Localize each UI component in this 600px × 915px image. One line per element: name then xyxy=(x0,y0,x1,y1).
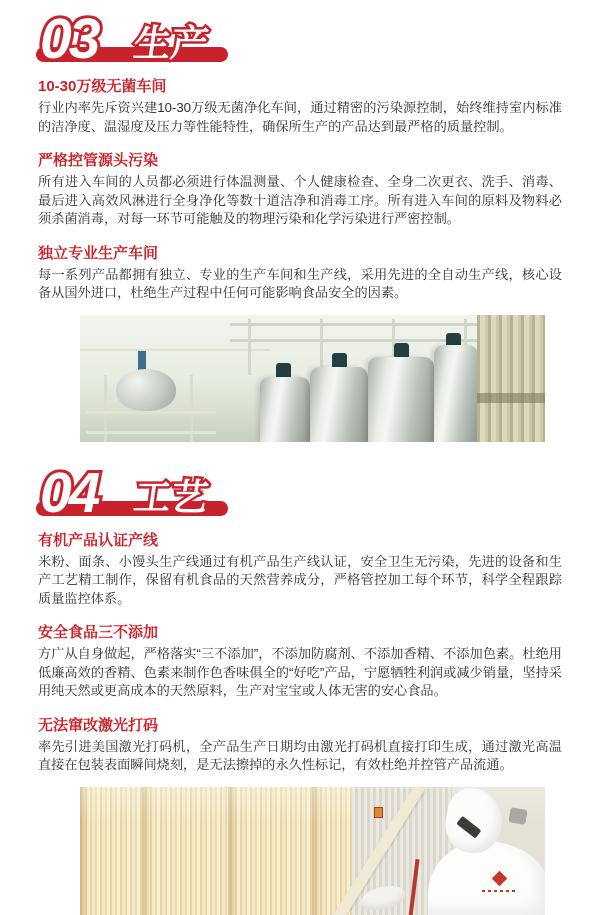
worker-in-cleanroom-suit xyxy=(420,787,545,915)
block-body-independent-workshop: 每一系列产品都拥有独立、专业的生产车间和生产线，采用先进的全自动生产线，核心设备从国外进口，杜绝生产过程中任何可能影响食品安全的因素。 xyxy=(38,266,562,300)
pipe-post xyxy=(248,319,251,375)
frame-rail xyxy=(86,411,216,414)
pipe-manifold-band xyxy=(477,393,545,403)
wall-line xyxy=(80,349,270,351)
block-heading-sterile-workshop: 10-30万级无菌车间 xyxy=(38,78,167,95)
block-heading-no-additives: 安全食品三不添加 xyxy=(38,624,159,641)
section-03-content xyxy=(0,75,600,442)
block-heading-independent-workshop: 独立专业生产车间 xyxy=(38,244,159,262)
hood-vent xyxy=(508,807,527,825)
block-heading-source-pollution: 严格控管源头污染 xyxy=(38,152,159,169)
block-heading-laser-coding: 无法窜改激光打码 xyxy=(38,716,159,734)
section-03-title: 生产 xyxy=(131,23,211,64)
block-heading-organic-line: 有机产品认证产线 xyxy=(38,531,159,549)
block-body-sterile-workshop: 行业内率先斥资兴建10-30万级无菌净化车间，通过精密的污染源控制，始终维持室内标准的洁净度、温湿度及压力等性能特性，确保所生产的产品达到最严格的质量控制。 xyxy=(38,100,562,134)
block-body-no-additives: 方广从自身做起，严格落实“三不添加”，不添加防腐剂、不添加香精、不添加色素。杜绝用低廉高效的香精、色素来制作色香味俱全的“好吃”产品，宁愿牺牲利润或减少销量，坚持采用纯天然或更高成本的天然原料，生产对宝宝或人体无害的安心食品。 xyxy=(38,646,562,698)
pipe-manifold xyxy=(477,315,545,442)
section-03-number: 03 xyxy=(40,7,98,71)
block-body-laser-coding: 率先引进美国激光打码机，全产品生产日期均由激光打码机直接打印生成，通过激光高温直接在包装表面瞬间烧刻，是无法擦掉的永久性标记，有效杜绝并控管产品流通。 xyxy=(38,738,562,772)
section-04-content xyxy=(0,529,600,915)
steel-kettle xyxy=(116,369,176,411)
section-04-header xyxy=(36,460,266,525)
stainless-tank xyxy=(368,357,434,442)
warning-sign xyxy=(374,807,383,818)
stainless-tank xyxy=(260,377,310,442)
section-04-number: 04 xyxy=(40,460,98,525)
stainless-tank xyxy=(310,367,368,442)
brand-logo-text xyxy=(482,890,518,892)
noodle-drying-worker-photo xyxy=(80,787,545,915)
block-body-organic-line: 米粉、面条、小馒头生产线通过有机产品生产线认证，安全卫生无污染，先进的设备和生产工艺精工制作，保留有机食品的天然营养成分，严格管控加工每个环节，科学全程跟踪质量监控体系。 xyxy=(38,553,562,606)
section-03-header xyxy=(36,7,266,71)
frame-rail xyxy=(86,431,216,434)
block-body-source-pollution: 所有进入车间的人员都必须进行体温测量、个人健康检查、全身二次更衣、洗手、消毒、最后进入高效风淋进行全身净化等数十道洁净和消毒工序。所有进入车间的原料及物料必须杀菌消毒，对每一环节可能触及的物理污染和化学污染进行严密控制。 xyxy=(38,174,562,226)
goggles xyxy=(456,815,481,838)
factory-stainless-tanks-photo xyxy=(80,315,545,442)
section-04-title: 工艺 xyxy=(131,476,211,518)
cleanroom-suit-body xyxy=(428,841,545,915)
stainless-tank xyxy=(434,345,478,442)
